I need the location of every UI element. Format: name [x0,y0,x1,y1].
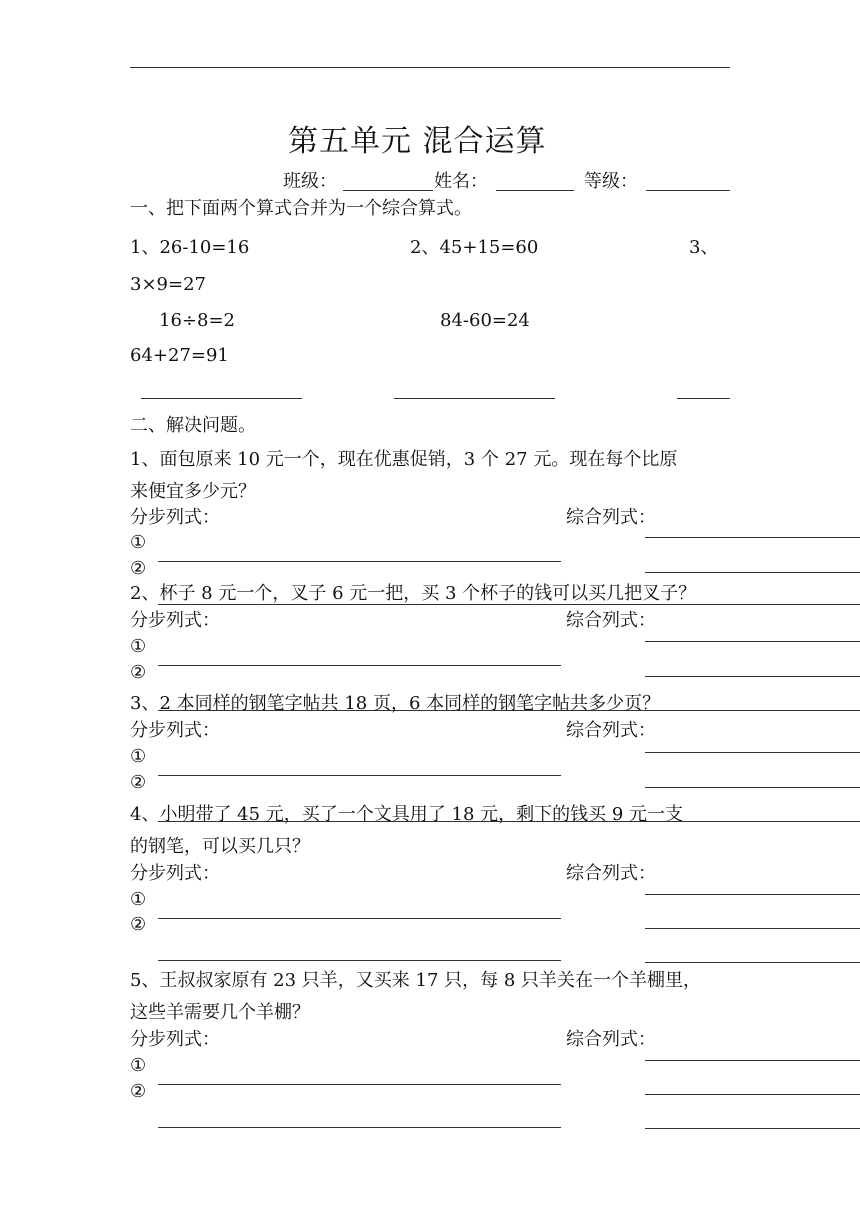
step-line[interactable] [158,775,561,776]
name-blank[interactable] [496,190,574,191]
step-line[interactable] [158,1084,561,1085]
combined-label: 综合列式： [566,610,656,631]
problem-1-text: 1、面包原来 10 元一个，现在优惠促销，3 个 27 元。现在每个比原 [130,449,678,470]
step-label: 分步列式： [130,1029,220,1050]
eq-2b: 84-60=24 [440,310,530,331]
grade-label: 等级： [584,171,638,192]
combined-line[interactable] [645,1060,860,1061]
combined-line[interactable] [645,641,860,642]
class-label: 班级： [283,171,337,192]
step-mark-2: ② [130,1081,147,1102]
problem-4-text-cont: 的钢笔，可以买几只？ [130,836,310,857]
eq-3b: 64+27=91 [130,345,229,366]
answer-line-1[interactable] [141,398,302,399]
section2-heading: 二、解决问题。 [130,415,256,436]
step-mark-1: ① [130,532,147,553]
answer-line-2[interactable] [394,398,555,399]
combined-label: 综合列式： [566,1029,656,1050]
grade-blank[interactable] [646,190,730,191]
step-mark-2: ② [130,558,147,579]
page-title: 第五单元 混合运算 [288,124,547,159]
problem-1-text-cont: 来便宜多少元？ [130,481,256,502]
eq-3-number: 3、 [689,237,719,258]
combined-line[interactable] [645,894,860,895]
problem-4-text: 4、小明带了 45 元，买了一个文具用了 18 元，剩下的钱买 9 元一支 [130,804,684,825]
step-mark-2: ② [130,914,147,935]
combined-line[interactable] [645,928,860,929]
step-mark-2: ② [130,772,147,793]
combined-label: 综合列式： [566,863,656,884]
step-mark-1: ① [130,746,147,767]
step-mark-1: ① [130,1055,147,1076]
step-mark-2: ② [130,662,147,683]
step-line[interactable] [158,665,561,666]
step-label: 分步列式： [130,507,220,528]
step-mark-1: ① [130,636,147,657]
top-rule [130,67,730,68]
step-line[interactable] [158,1127,561,1128]
combined-label: 综合列式： [566,720,656,741]
section1-heading: 一、把下面两个算式合并为一个综合算式。 [130,198,472,219]
problem-5-text: 5、王叔叔家原有 23 只羊，又买来 17 只，每 8 只羊关在一个羊棚里， [130,970,702,991]
problem-5-text-cont: 这些羊需要几个羊棚？ [130,1002,310,1023]
step-label: 分步列式： [130,720,220,741]
step-line[interactable] [158,918,561,919]
problem-3-text: 3、2 本同样的钢笔字帖共 18 页，6 本同样的钢笔字帖共多少页？ [130,693,661,714]
class-blank[interactable] [343,190,433,191]
answer-line-3[interactable] [677,398,730,399]
combined-line[interactable] [645,752,860,753]
combined-line[interactable] [645,787,860,788]
step-mark-1: ① [130,889,147,910]
combined-label: 综合列式： [566,507,656,528]
eq-1a: 1、26-10=16 [130,237,250,258]
combined-line[interactable] [645,962,860,963]
step-label: 分步列式： [130,863,220,884]
problem-2-text: 2、杯子 8 元一个，叉子 6 元一把，买 3 个杯子的钱可以买几把叉子？ [130,583,697,604]
combined-line[interactable] [645,1128,860,1129]
eq-3a: 3×9=27 [130,274,206,295]
step-line[interactable] [158,561,561,562]
eq-1b: 16÷8=2 [159,310,235,331]
combined-line[interactable] [645,676,860,677]
combined-line[interactable] [645,1094,860,1095]
combined-line[interactable] [645,537,860,538]
name-label: 姓名： [434,171,488,192]
eq-2a: 2、45+15=60 [410,237,539,258]
step-line[interactable] [158,960,561,961]
step-label: 分步列式： [130,610,220,631]
combined-line[interactable] [645,572,860,573]
